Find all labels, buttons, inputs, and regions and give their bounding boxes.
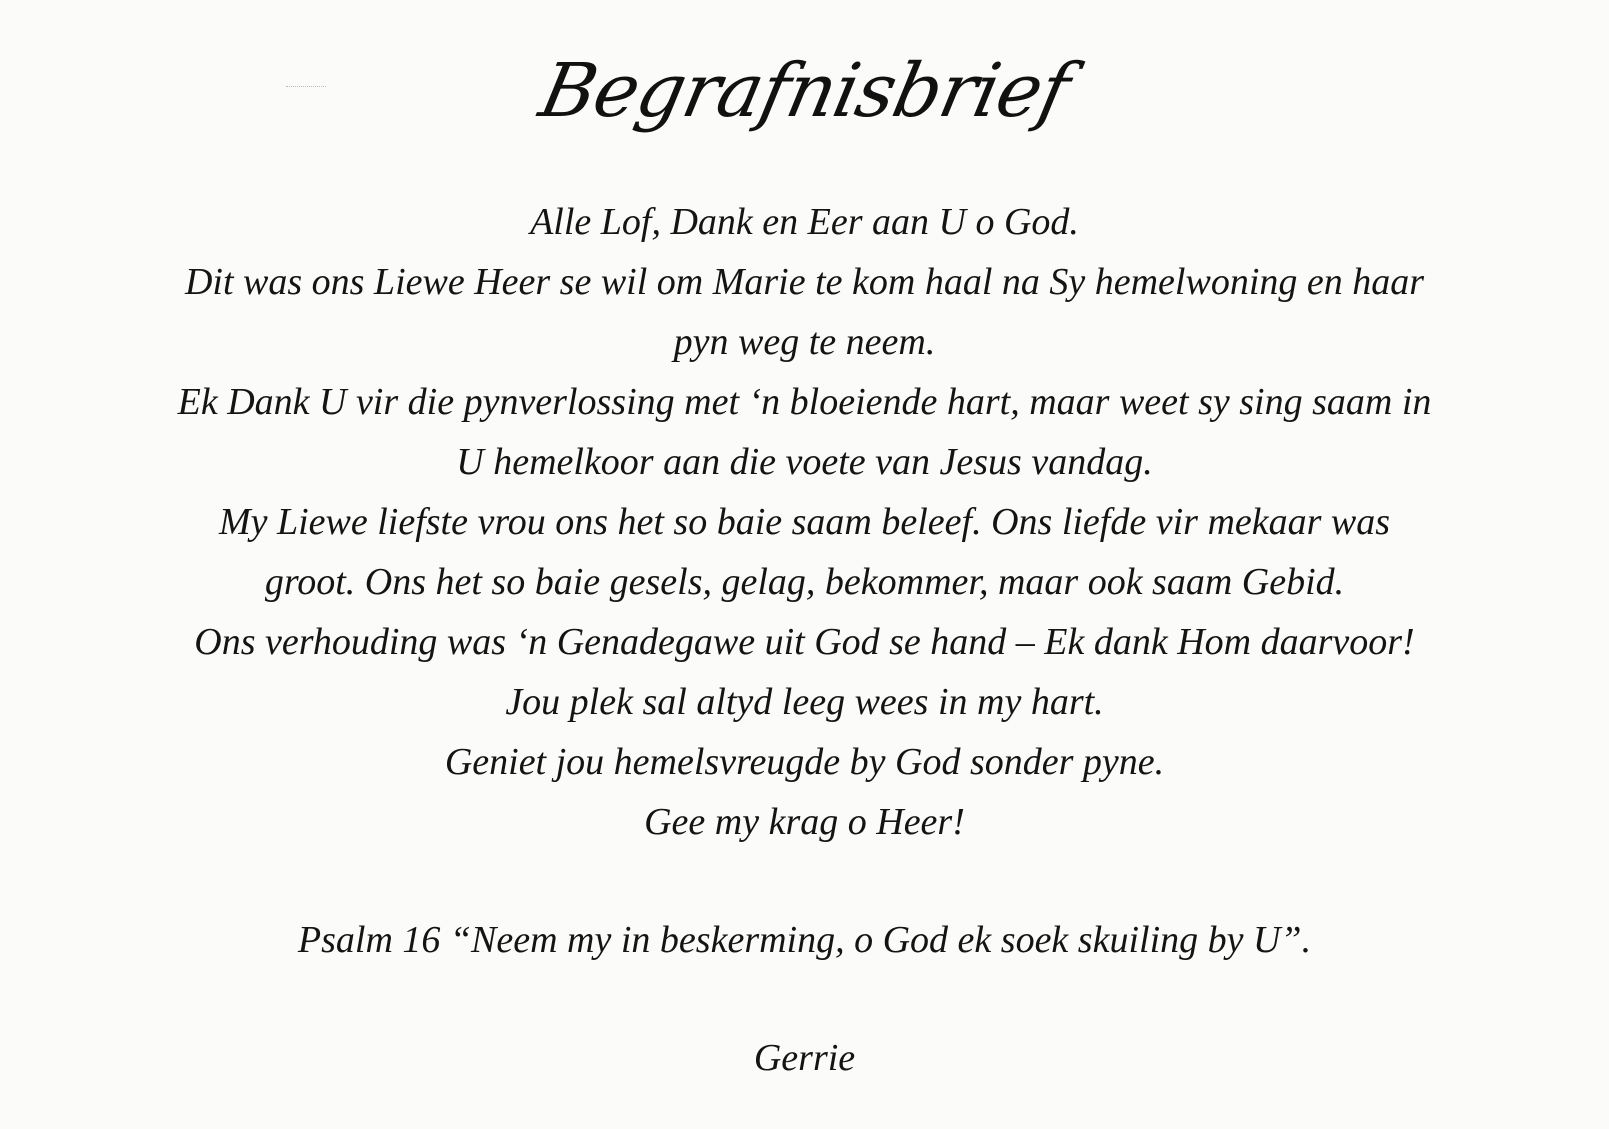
signature: Gerrie: [753, 1037, 856, 1079]
letter-line-6: My Liewe liefste vrou ons het so baie saam beleef. Ons liefde vir mekaar was: [218, 501, 1391, 543]
letter-line-11: Gee my krag o Heer!: [644, 801, 965, 843]
letter-line-8: Ons verhouding was ‘n Genadegawe uit God se hand – Ek dank Hom daarvoor!: [194, 621, 1415, 663]
letter-title: Begrafnisbrief: [532, 48, 1077, 134]
letter-line-10: Geniet jou hemelsvreugde by God sonder pyne.: [444, 741, 1165, 783]
psalm-quote: Psalm 16 “Neem my in beskerming, o God ek soek skuiling by U”.: [297, 919, 1312, 961]
letter-line-3: pyn weg te neem.: [673, 321, 936, 363]
letter-line-7: groot. Ons het so baie gesels, gelag, bekommer, maar ook saam Gebid.: [264, 561, 1345, 603]
letter-line-9: Jou plek sal altyd leeg wees in my hart.: [505, 681, 1104, 723]
letter-line-1: Alle Lof, Dank en Eer aan U o God.: [530, 201, 1079, 243]
letter-line-5: U hemelkoor aan die voete van Jesus vandag.: [456, 441, 1153, 483]
letter-line-2: Dit was ons Liewe Heer se wil om Marie te kom haal na Sy hemelwoning en haar: [184, 261, 1425, 303]
letter-line-4: Ek Dank U vir die pynverlossing met ‘n bloeiende hart, maar weet sy sing saam in: [177, 381, 1432, 423]
